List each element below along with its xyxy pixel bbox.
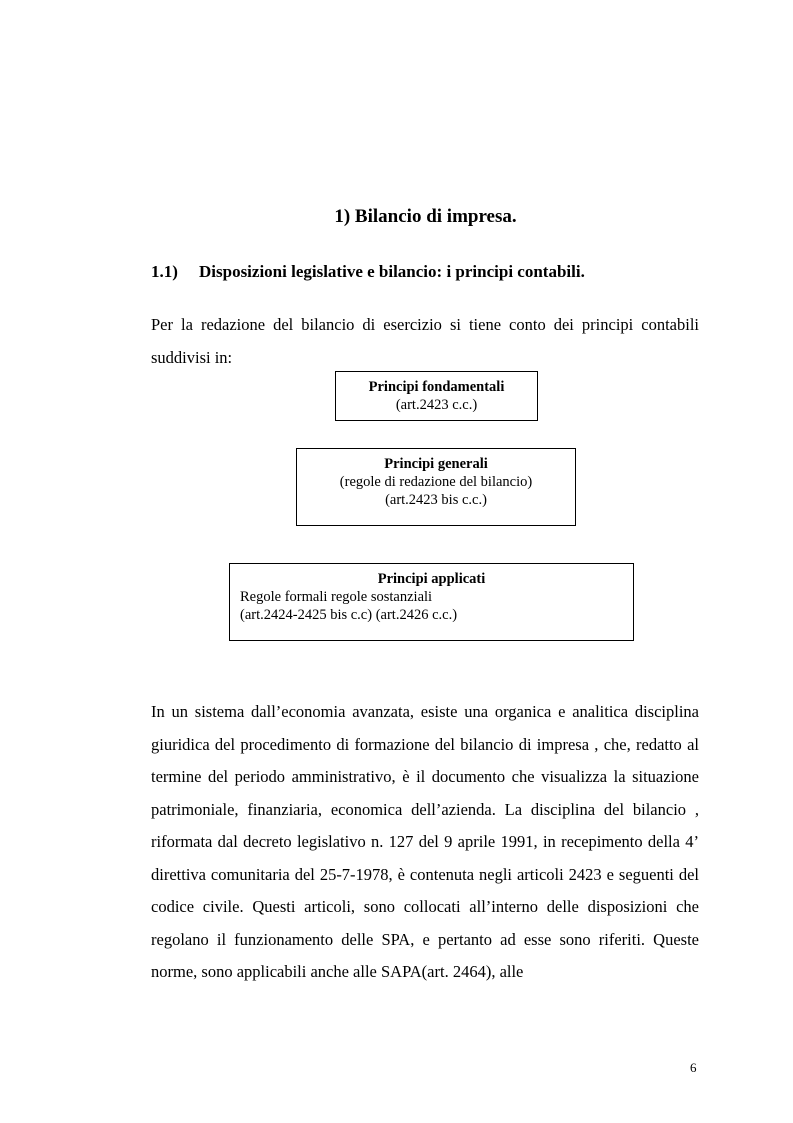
section-heading — [151, 262, 585, 282]
body-paragraph: In un sistema dall’economia avanzata, esiste una organica e analitica disciplina giuridica del procedimento di formazione del bilancio di impresa , che, redatto al termine del periodo amministrativo, è il documento che visualizza la situazione patrimoniale, finanziaria, economica dell’azienda. La disciplina del bilancio , riformata dal decreto legislativo n. 127 del 9 aprile 1991, in recepimento della 4’ direttiva comunitaria del 25-7-1978, è contenuta negli articoli 2423 e seguenti del codice civile. Questi articoli, sono collocati all’interno delle disposizioni che regolano il funzionamento delle SPA, e pertanto ad esse sono riferiti. Queste norme, sono applicabili anche alle SAPA(art. 2464), alle — [151, 702, 699, 981]
section-number: 1.1) — [151, 262, 178, 281]
box-reference: (art.2423 bis c.c.) — [385, 492, 487, 508]
intro-paragraph: Per la redazione del bilancio di esercizio si tiene conto dei principi contabili suddivisi in: — [151, 315, 699, 367]
page-number: 6 — [690, 1060, 697, 1075]
box-principi-applicati — [229, 563, 634, 641]
box-title: Principi generali — [384, 456, 488, 472]
box-principi-generali — [296, 448, 576, 526]
box-title: Principi fondamentali — [368, 379, 505, 395]
box-line-2: (art.2424-2425 bis c.c) (art.2426 c.c.) — [240, 607, 458, 623]
chapter-title: 1) Bilancio di impresa. — [334, 206, 517, 227]
box-line-1: Regole formali regole sostanziali — [240, 589, 433, 605]
box-title: Principi applicati — [377, 571, 486, 587]
section-title: Disposizioni legislative e bilancio: i principi contabili. — [199, 262, 585, 281]
box-reference: (art.2423 c.c.) — [395, 397, 478, 413]
box-principi-fondamentali — [335, 371, 538, 421]
box-subtitle: (regole di redazione del bilancio) — [339, 474, 533, 490]
